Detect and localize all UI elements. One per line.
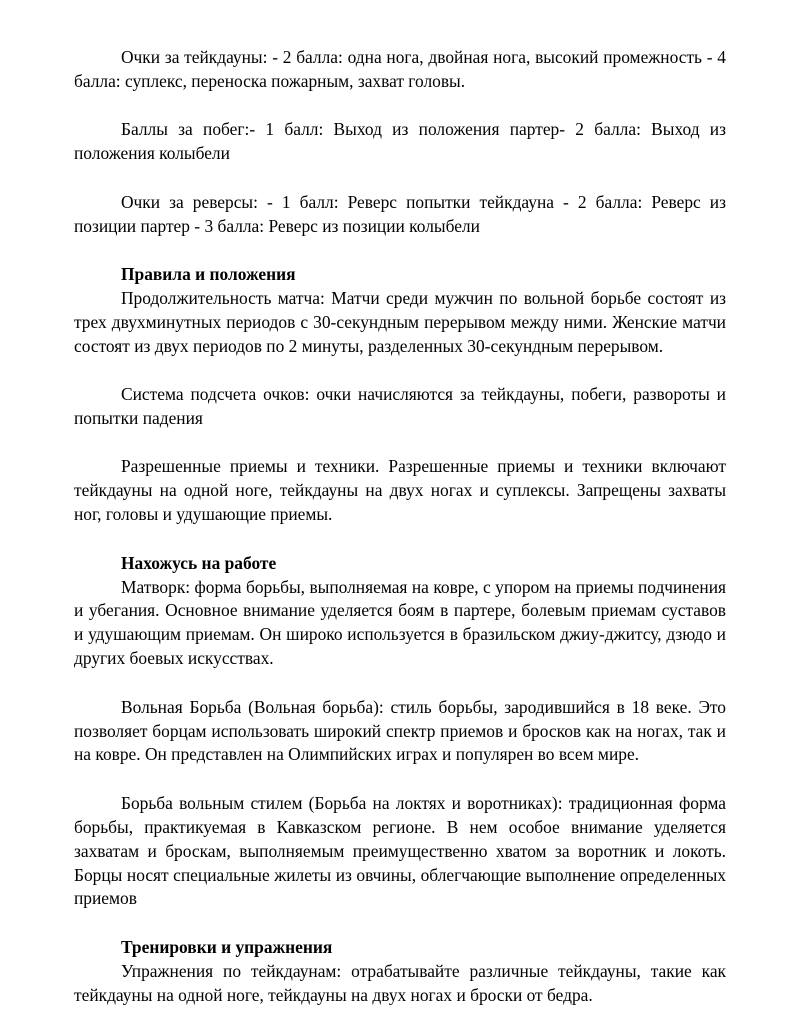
heading-training: Тренировки и упражнения	[121, 936, 333, 957]
paragraph-matwork: Матворк: форма борьбы, выполняемая на ковре, с упором на приемы подчинения и убегания. Основное внимание уделяется боям в партере, болевым приемам суставов и удушающим приемам. Он широко используется в бразильском джиу-джитсу, дзюдо и других боевых искусствах.	[74, 576, 726, 669]
paragraph-freestyle: Вольная Борьба (Вольная борьба): стиль борьбы, зародившийся в 18 веке. Это позволяет борцам использовать широкий спектр приемов и бросков как на ногах, так и на ковре. Он представлен на Олимпийских играх и популярен во всем мире.	[74, 696, 726, 765]
paragraph-reversal-points: Очки за реверсы: - 1 балл: Реверс попытки тейкдауна - 2 балла: Реверс из позиции партер - 3 балла: Реверс из позиции колыбели	[74, 191, 726, 236]
paragraph-escape-points: Баллы за побег:- 1 балл: Выход из положения партер- 2 балла: Выход из положения колыбели	[74, 119, 726, 164]
heading-at-work: Нахожусь на работе	[121, 552, 277, 573]
paragraph-takedown-drills: Упражнения по тейкдаунам: отрабатывайте различные тейкдауны, такие как тейкдауны на одной ноге, тейкдауны на двух ногах и броски от бедра.	[74, 960, 726, 1005]
paragraph-scoring-system: Система подсчета очков: очки начисляются за тейкдауны, побеги, развороты и попытки падения	[74, 384, 726, 428]
paragraph-collar-elbow: Борьба вольным стилем (Борьба на локтях и воротниках): традиционная форма борьбы, практикуемая в Кавказском регионе. В нем особое внимание уделяется захватам и броскам, выполняемым преимущественно хватом за воротник и локоть. Борцы носят специальные жилеты из овчины, облегчающие выполнение определенных приемов	[74, 792, 726, 909]
paragraph-takedown-points: Очки за тейкдауны: - 2 балла: одна нога, двойная нога, высокий промежность - 4 балла: суплекс, переноска пожарным, захват головы.	[74, 47, 726, 91]
paragraph-match-duration: Продолжительность матча: Матчи среди мужчин по вольной борьбе состоят из трех двухминутных периодов с 30-секундным перерывом между ними. Женские матчи состоят из двух периодов по 2 минуты, разделенных 30-секундным перерывом.	[74, 287, 726, 356]
document-page	[74, 46, 726, 1008]
paragraph-allowed-techniques: Разрешенные приемы и техники. Разрешенные приемы и техники включают тейкдауны на одной ноге, тейкдауны на двух ногах и суплексы. Запрещены захваты ног, головы и удушающие приемы.	[74, 456, 726, 525]
heading-rules: Правила и положения	[121, 263, 296, 284]
